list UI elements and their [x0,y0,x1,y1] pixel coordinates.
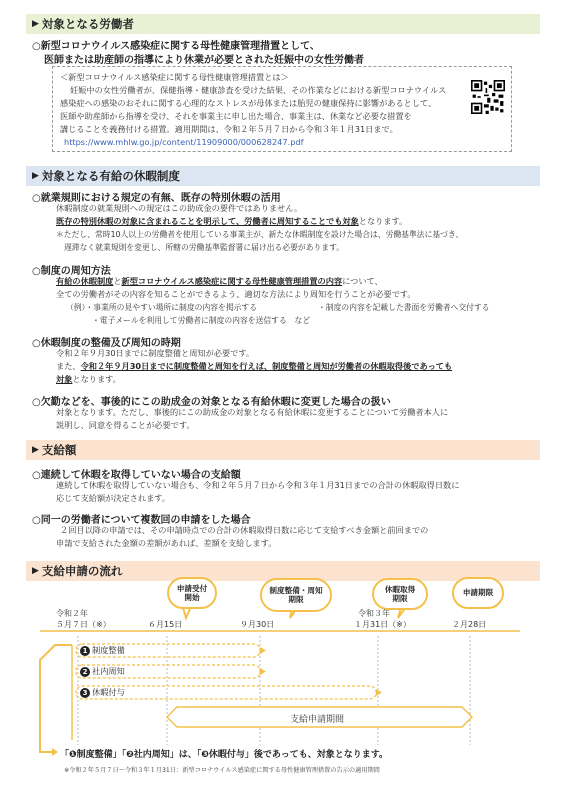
timing-line: 令和２年９月30日までに制度整備と周知が必要です。 [56,348,255,358]
target-heading-2: 医師または助産師の指導により休業が必要とされた妊娠中の女性労働者 [44,55,364,66]
absence-heading: ○欠勤などを、事後的にこの助成金の対象となる有給休暇に変更した場合の扱い [32,397,391,408]
target-heading-1: ○新型コロナウイルス感染症に関する母性健康管理措置として、 [32,41,320,52]
amount-line: 申請で支給された金額の差額があれば、差額を支給します。 [56,538,277,548]
bubble-leave-deadline: 休暇取得 期限 [372,578,428,610]
arrowhead [260,668,266,675]
absence-line: 説明し、同意を得ることが必要です。 [56,420,195,430]
work-rules-heading: ○就業規則における規定の有無、既存の特別休暇の活用 [32,193,281,204]
text: となります。 [358,216,408,226]
step-label: 制度整備 [92,645,125,655]
triangle-icon: ▶ [32,19,39,29]
work-rules-note: ＊ただし、常時10人以上の労働者を使用している事業主が、新たな休暇制度を設けた場合は、労働基準法に基づき、 [56,230,464,239]
info-box-line: 医師や助産師から指導を受け、それを事業主に申し出た場合、事業主は、休業など必要な措置を [60,111,412,121]
work-rules-line: 休暇制度の就業規則への規定はこの助成金の要件ではありません。 [56,203,303,213]
step-grant-leave [80,687,125,698]
text: と [113,276,122,286]
notice-example: ・電子メールを利用して労働者に制度の内容を送信する など [92,316,311,325]
flow-note: 「❶制度整備」「❷社内周知」は、「❸休暇付与」後であっても、対象となります。 [60,750,389,760]
step-internal-notice [80,666,125,677]
text: となります。 [72,374,121,384]
section-title: 対象となる労働者 [41,17,134,31]
amount-heading-1: ○連続して休暇を取得していない場合の支給額 [32,470,241,481]
info-box-line: 妊娠中の女性労働者が、保健指導・健康診査を受けた結果、その作業などにおける新型コロナウイルス [70,85,447,95]
absence-line: 対象となります。ただし、事後的にこの助成金の対象となる有給休暇に変更することについて労働者本人に [56,407,449,417]
date-label: １月31日（※） [354,620,411,629]
notice-example: （例）・事業所の見やすい場所に制度の内容を掲示する [66,303,258,312]
bubble-application-start: 申請受付 開始 [167,577,217,609]
date-label-era: 令和２年 [56,609,88,618]
text: について、 [342,276,383,286]
notice-example: ・制度の内容を記載した書面を労働者へ交付する [318,303,490,312]
emphasis: 既存の特別休暇の対象に含まれることを明示して、労働者に周知することでも対象 [56,216,359,226]
date-label: ２月28日 [452,620,487,629]
section-title: 対象となる有給の休暇制度 [41,169,180,183]
emphasis: 有給の休暇制度 [56,276,114,286]
work-rules-note: 遅滞なく就業規則を変更し、所轄の労働基準監督署に届け出る必要があります。 [64,243,345,252]
emphasis: 令和２年９月30日までに制度整備と周知を行えば、制度整備と周知が労働者の休暇取得後であっても [80,361,453,371]
step-label: 社内周知 [92,666,125,676]
triangle-icon: ▶ [32,566,39,576]
number-badge: 3 [80,688,90,698]
date-label: ５月７日（※） [56,620,111,629]
application-period-label: 支給申請期間 [290,715,345,725]
amount-line: 連続して休暇を取得していない場合も、令和２年５月７日から令和３年１月31日までの合計の休暇取得日数に [56,480,460,490]
triangle-icon: ▶ [32,171,39,181]
notice-method-line: 全ての労働者がその内容を知ることができるよう、適切な方法により周知を行うことが必要です。 [56,289,416,299]
step-system-setup [80,645,125,656]
step-label: 休暇付与 [92,687,125,697]
amount-heading-2: ○同一の労働者について複数回の申請をした場合 [32,515,251,526]
date-label-era: 令和３年 [358,609,390,618]
triangle-icon: ▶ [32,445,39,455]
number-badge: 2 [80,667,90,677]
section-title: 支給額 [41,443,77,457]
notice-method-heading: ○制度の周知方法 [32,266,111,277]
bubble-application-deadline: 申請期限 [452,577,504,609]
date-label: ９月30日 [240,620,275,629]
number-badge: 1 [80,646,90,656]
arrowhead [52,748,58,756]
amount-line: 応じて支給額が決定されます。 [56,493,170,503]
mhlw-link[interactable]: https://www.mhlw.go.jp/content/11909000/000628247.pdf [64,137,304,147]
orange-arrow [40,645,72,752]
emphasis: 新型コロナウイルス感染症に関する母性健康管理措置の内容 [121,276,343,286]
info-box-title: ＜新型コロナウイルス感染症に関する母性健康管理措置とは＞ [60,72,289,82]
emphasis: 対象 [56,374,73,384]
amount-line: ２回目以降の申請では、その申請時点での合計の休暇取得日数に応じて支給すべき金額と前回までの [60,525,429,535]
info-box-line: 感染症への感染のおそれに関する心理的なストレスが母体または胎児の健康保持に影響があるとして、 [60,98,437,108]
flow-footnote: ※令和２年５月７日～令和３年１月31日：新型コロナウイルス感染症に関する母性健康管理措置の告示の適用期間 [64,767,380,774]
date-label: ６月15日 [148,620,183,629]
arrowhead [260,647,266,654]
info-box-line: 講じることを義務付ける措置。適用期間は、令和２年５月７日から令和３年１月31日まで。 [60,124,398,134]
bubble-system-deadline: 制度整備・周知 期限 [260,578,332,612]
timing-heading: ○休暇制度の整備及び周知の時期 [32,338,181,349]
text: また、 [56,361,81,371]
section-title: 支給申請の流れ [41,564,123,578]
arrowhead [376,689,382,696]
